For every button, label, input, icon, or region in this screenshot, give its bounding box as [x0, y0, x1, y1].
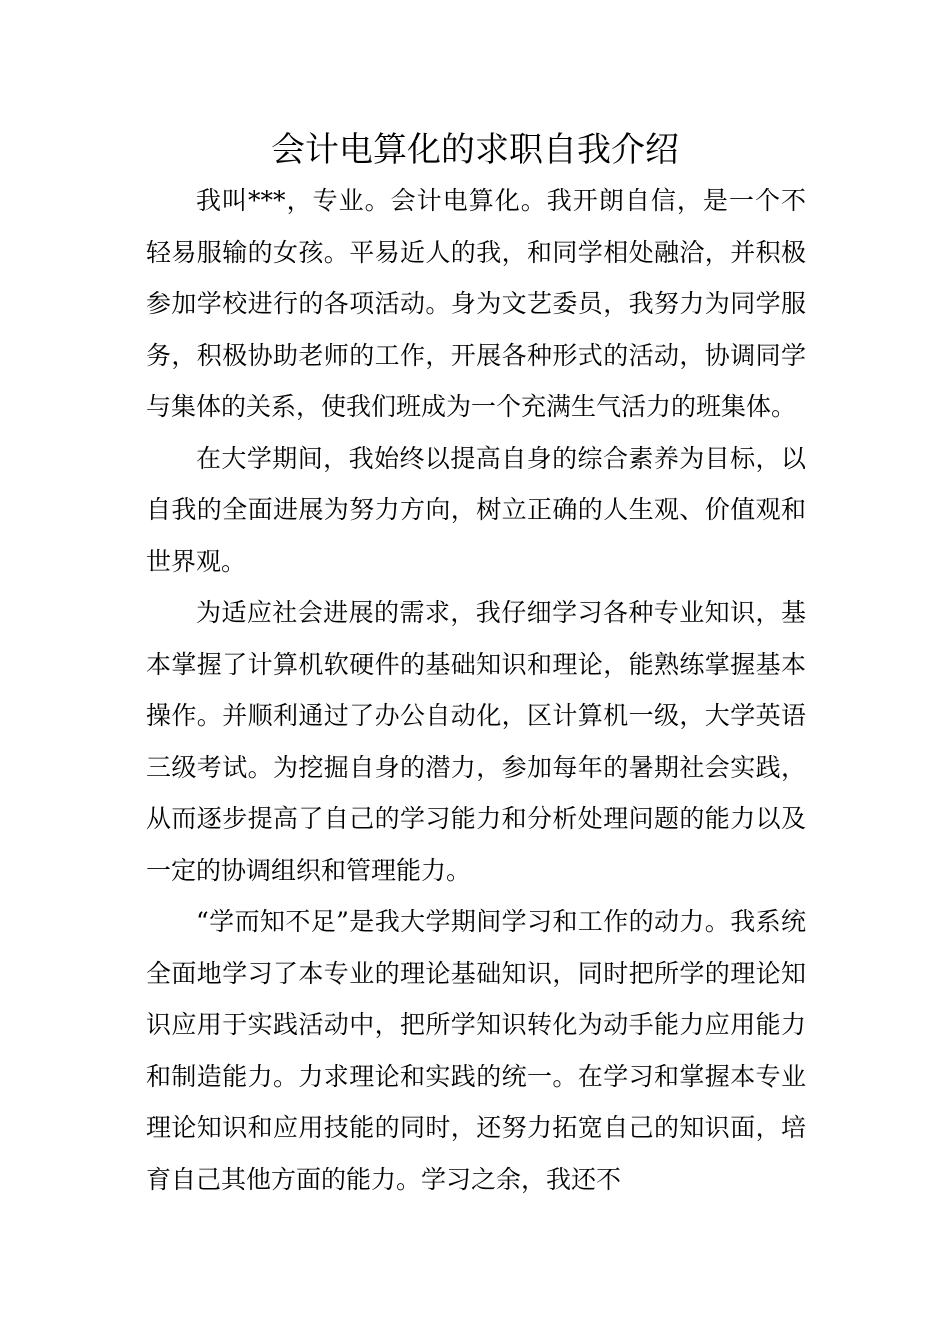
- paragraph-1: 我叫***，专业。会计电算化。我开朗自信，是一个不轻易服输的女孩。平易近人的我，和同学相处融洽，并积极参加学校进行的各项活动。身为文艺委员，我努力为同学服务，积极协助老师的工作，开展各种形式的活动，协调同学与集体的关系，使我们班成为一个充满生气活力的班集体。: [146, 186, 806, 421]
- paragraph-4: “学而知不足”是我大学期间学习和工作的动力。我系统全面地学习了本专业的理论基础知识，同时把所学的理论知识应用于实践活动中，把所学知识转化为动手能力应用能力和制造能力。力求理论和实践的统一。在学习和掌握本专业理论知识和应用技能的同时，还努力拓宽自己的知识面，培育自己其他方面的能力。学习之余，我还不: [146, 907, 806, 1194]
- document-title: 会计电算化的求职自我介绍: [271, 130, 679, 170]
- document-body: [146, 175, 806, 1205]
- paragraph-2: 在大学期间，我始终以提高自身的综合素养为目标，以自我的全面进展为努力方向，树立正确的人生观、价值观和世界观。: [146, 443, 806, 576]
- paragraph-3: 为适应社会进展的需求，我仔细学习各种专业知识，基本掌握了计算机软硬件的基础知识和理论，能熟练掌握基本操作。并顺利通过了办公自动化，区计算机一级，大学英语三级考试。为挖掘自身的潜力，参加每年的暑期社会实践，从而逐步提高了自己的学习能力和分析处理问题的能力以及一定的协调组织和管理能力。: [146, 598, 806, 885]
